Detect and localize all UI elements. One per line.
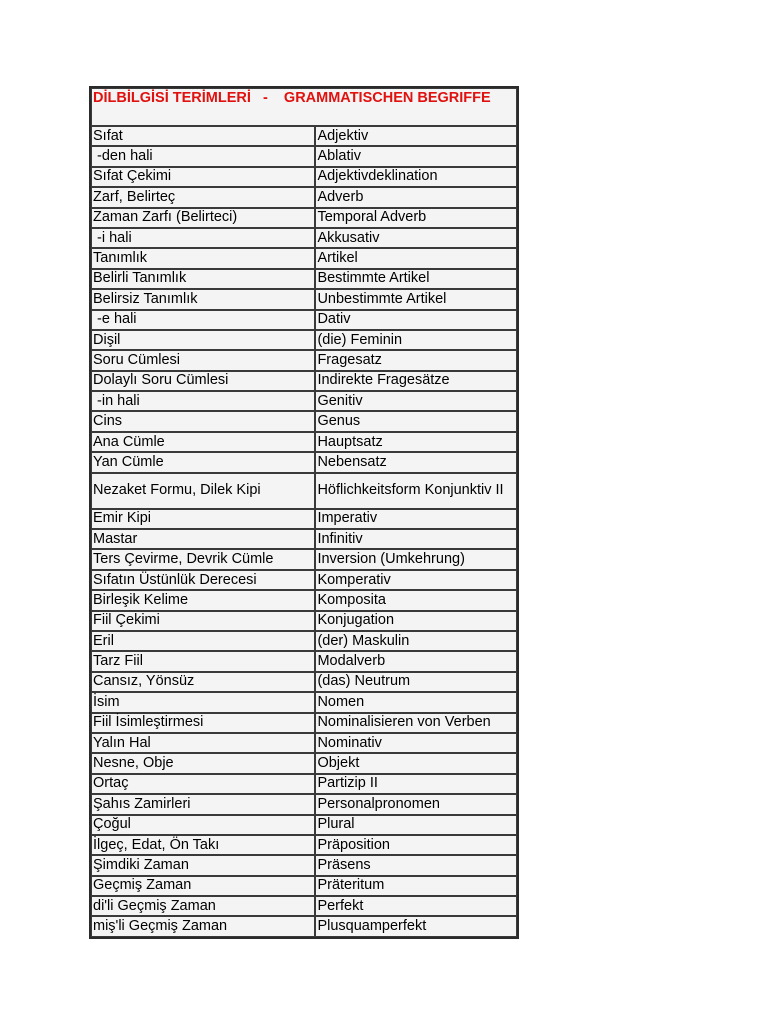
turkish-term: Ortaç xyxy=(91,774,315,794)
turkish-term: Geçmiş Zaman xyxy=(91,876,315,896)
turkish-term: Ana Cümle xyxy=(91,432,315,452)
table-row xyxy=(91,187,517,207)
table-row xyxy=(91,631,517,651)
german-term: Partizip II xyxy=(315,774,517,794)
turkish-term: Cins xyxy=(91,411,315,431)
table-row xyxy=(91,432,517,452)
table-row xyxy=(91,391,517,411)
turkish-term: Dişil xyxy=(91,330,315,350)
german-term: Indirekte Fragesätze xyxy=(315,371,517,391)
table-title-row xyxy=(91,88,517,126)
german-term: Genus xyxy=(315,411,517,431)
turkish-term: Tarz Fiil xyxy=(91,651,315,671)
german-term: Plusquamperfekt xyxy=(315,916,517,936)
german-term: Nomen xyxy=(315,692,517,712)
german-term: Adjektivdeklination xyxy=(315,167,517,187)
turkish-term: Nesne, Obje xyxy=(91,753,315,773)
table-row xyxy=(91,509,517,529)
german-term: Konjugation xyxy=(315,611,517,631)
german-term: Ablativ xyxy=(315,146,517,166)
turkish-term: Şahıs Zamirleri xyxy=(91,794,315,814)
german-term: Bestimmte Artikel xyxy=(315,269,517,289)
german-term: Infinitiv xyxy=(315,529,517,549)
turkish-term: -i hali xyxy=(91,228,315,248)
turkish-term: -in hali xyxy=(91,391,315,411)
table-row xyxy=(91,916,517,936)
german-term: Modalverb xyxy=(315,651,517,671)
turkish-term: Dolaylı Soru Cümlesi xyxy=(91,371,315,391)
german-term: Perfekt xyxy=(315,896,517,916)
table-row xyxy=(91,146,517,166)
german-term: Dativ xyxy=(315,310,517,330)
german-term: (das) Neutrum xyxy=(315,672,517,692)
table-row xyxy=(91,876,517,896)
turkish-term: Sıfatın Üstünlük Derecesi xyxy=(91,570,315,590)
turkish-term: Sıfat Çekimi xyxy=(91,167,315,187)
turkish-term: -den hali xyxy=(91,146,315,166)
turkish-term: Yan Cümle xyxy=(91,452,315,472)
german-term: Adjektiv xyxy=(315,126,517,146)
table-row xyxy=(91,167,517,187)
turkish-term: Belirsiz Tanımlık xyxy=(91,289,315,309)
german-term: Hauptsatz xyxy=(315,432,517,452)
german-term: Artikel xyxy=(315,248,517,268)
turkish-term: Zaman Zarfı (Belirteci) xyxy=(91,208,315,228)
table-row xyxy=(91,896,517,916)
german-term: Präsens xyxy=(315,855,517,875)
german-term: Imperativ xyxy=(315,509,517,529)
table-row xyxy=(91,855,517,875)
german-term: Nominalisieren von Verben xyxy=(315,713,517,733)
turkish-term: Belirli Tanımlık xyxy=(91,269,315,289)
german-term: Objekt xyxy=(315,753,517,773)
table-row xyxy=(91,753,517,773)
turkish-term: Tanımlık xyxy=(91,248,315,268)
table-row xyxy=(91,774,517,794)
glossary-table xyxy=(89,86,519,939)
table-row xyxy=(91,815,517,835)
german-term: Genitiv xyxy=(315,391,517,411)
german-term: Plural xyxy=(315,815,517,835)
turkish-term: Fiil İsimleştirmesi xyxy=(91,713,315,733)
turkish-term: Fiil Çekimi xyxy=(91,611,315,631)
german-term: Höflichkeitsform Konjunktiv II xyxy=(315,473,517,509)
table-row xyxy=(91,692,517,712)
table-row xyxy=(91,330,517,350)
turkish-term: Nezaket Formu, Dilek Kipi xyxy=(91,473,315,509)
german-term: (die) Feminin xyxy=(315,330,517,350)
german-term: Personalpronomen xyxy=(315,794,517,814)
table-row xyxy=(91,208,517,228)
german-term: Temporal Adverb xyxy=(315,208,517,228)
table-row xyxy=(91,651,517,671)
german-term: Präteritum xyxy=(315,876,517,896)
turkish-term: Ters Çevirme, Devrik Cümle xyxy=(91,549,315,569)
table-title: DİLBİLGİSİ TERİMLERİ - GRAMMATISCHEN BEGRIFFE xyxy=(91,88,517,126)
german-term: Fragesatz xyxy=(315,350,517,370)
table-row xyxy=(91,228,517,248)
german-term: Komposita xyxy=(315,590,517,610)
turkish-term: Sıfat xyxy=(91,126,315,146)
table-row xyxy=(91,835,517,855)
turkish-term: Emir Kipi xyxy=(91,509,315,529)
turkish-term: di'li Geçmiş Zaman xyxy=(91,896,315,916)
table-row xyxy=(91,672,517,692)
table-row xyxy=(91,371,517,391)
table-row xyxy=(91,611,517,631)
german-term: Unbestimmte Artikel xyxy=(315,289,517,309)
table-row xyxy=(91,452,517,472)
table-row xyxy=(91,248,517,268)
turkish-term: Mastar xyxy=(91,529,315,549)
table-row xyxy=(91,549,517,569)
turkish-term: İlgeç, Edat, Ön Takı xyxy=(91,835,315,855)
table-row xyxy=(91,269,517,289)
german-term: Akkusativ xyxy=(315,228,517,248)
table-row xyxy=(91,713,517,733)
turkish-term: Birleşik Kelime xyxy=(91,590,315,610)
table-row xyxy=(91,350,517,370)
turkish-term: Yalın Hal xyxy=(91,733,315,753)
table-row xyxy=(91,411,517,431)
german-term: Präposition xyxy=(315,835,517,855)
glossary-table-body xyxy=(91,88,517,937)
turkish-term: İsim xyxy=(91,692,315,712)
table-row xyxy=(91,473,517,509)
german-term: Komperativ xyxy=(315,570,517,590)
table-row xyxy=(91,590,517,610)
german-term: Adverb xyxy=(315,187,517,207)
german-term: Nominativ xyxy=(315,733,517,753)
turkish-term: miş'li Geçmiş Zaman xyxy=(91,916,315,936)
turkish-term: Soru Cümlesi xyxy=(91,350,315,370)
table-row xyxy=(91,126,517,146)
table-row xyxy=(91,794,517,814)
turkish-term: Cansız, Yönsüz xyxy=(91,672,315,692)
table-row xyxy=(91,289,517,309)
german-term: Inversion (Umkehrung) xyxy=(315,549,517,569)
turkish-term: Şimdiki Zaman xyxy=(91,855,315,875)
turkish-term: -e hali xyxy=(91,310,315,330)
turkish-term: Zarf, Belirteç xyxy=(91,187,315,207)
table-row xyxy=(91,310,517,330)
turkish-term: Çoğul xyxy=(91,815,315,835)
german-term: Nebensatz xyxy=(315,452,517,472)
turkish-term: Eril xyxy=(91,631,315,651)
table-row xyxy=(91,529,517,549)
table-row xyxy=(91,570,517,590)
german-term: (der) Maskulin xyxy=(315,631,517,651)
table-row xyxy=(91,733,517,753)
